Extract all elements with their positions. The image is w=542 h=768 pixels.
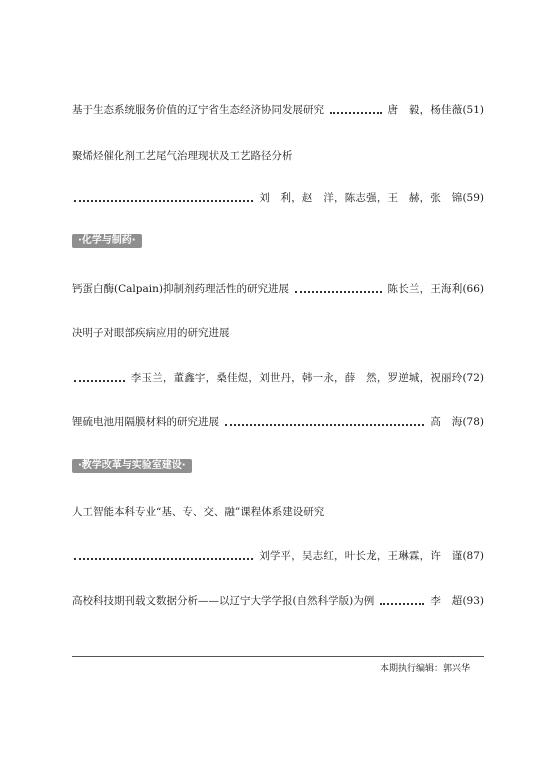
entry-page: (59): [462, 192, 484, 204]
entry-title: 高校科技期刊载文数据分析——以辽宁大学学报(自然科学版)为例: [72, 595, 375, 607]
leader-dots: [225, 423, 424, 426]
leader-dots: [74, 379, 125, 382]
toc-entry[interactable]: [72, 280, 484, 298]
entry-page: (87): [462, 550, 484, 562]
leader-dots: [74, 557, 253, 560]
leader-dots: [295, 290, 382, 293]
entry-page: (78): [462, 416, 484, 428]
toc-entry[interactable]: [72, 101, 484, 119]
executive-editor-note: 本期执行编辑：郭兴华: [379, 664, 470, 674]
toc-entry-authors-line[interactable]: [72, 189, 484, 207]
entry-page: (51): [462, 104, 484, 116]
entry-title: 钙蛋白酶(Calpain)抑制剂药理活性的研究进展: [72, 283, 289, 295]
entry-authors: 陈长兰，王海利: [387, 283, 463, 295]
leader-dots: [330, 111, 382, 114]
entry-authors: 刘学平，吴志红，叶长龙，王琳霖，许 谨: [259, 550, 463, 562]
entry-authors: 李 超: [430, 595, 463, 607]
entry-authors: 李玉兰，董鑫宇，桑佳煜，刘世丹，韩一永，薛 然，罗逆城，祝丽玲: [130, 372, 463, 384]
entry-title: 聚烯烃催化剂工艺尾气治理现状及工艺路径分析: [72, 150, 293, 162]
entry-authors: 高 海: [430, 416, 463, 428]
toc-entry[interactable]: [72, 592, 484, 610]
entry-title: 锂硫电池用隔膜材料的研究进展: [72, 416, 219, 428]
toc-entry-authors-line[interactable]: [72, 547, 484, 565]
entry-title: 人工智能本科专业“基、专、交、融”课程体系建设研究: [72, 506, 325, 518]
entry-page: (66): [462, 283, 484, 295]
section-header-chemistry: ·化学与制药·: [72, 234, 142, 248]
entry-title: 决明子对眼部疾病应用的研究进展: [72, 327, 230, 339]
entry-authors: 唐 毅，杨佳薇: [387, 104, 463, 116]
footer-rule: [72, 656, 484, 657]
section-header-teaching-reform: ·教学改革与实验室建设·: [72, 459, 192, 473]
leader-dots: [380, 602, 424, 605]
toc-entry-title-line[interactable]: [72, 324, 484, 342]
entry-authors: 刘 利，赵 洋，陈志强，王 赫，张 锦: [259, 192, 463, 204]
toc-entry[interactable]: [72, 413, 484, 431]
toc-entry-title-line[interactable]: [72, 503, 484, 521]
entry-page: (93): [462, 595, 484, 607]
entry-page: (72): [462, 372, 484, 384]
leader-dots: [74, 199, 253, 202]
entry-title: 基于生态系统服务价值的辽宁省生态经济协同发展研究: [72, 104, 324, 116]
toc-entry-authors-line[interactable]: [72, 369, 484, 387]
toc-entry-title-line[interactable]: [72, 147, 484, 165]
